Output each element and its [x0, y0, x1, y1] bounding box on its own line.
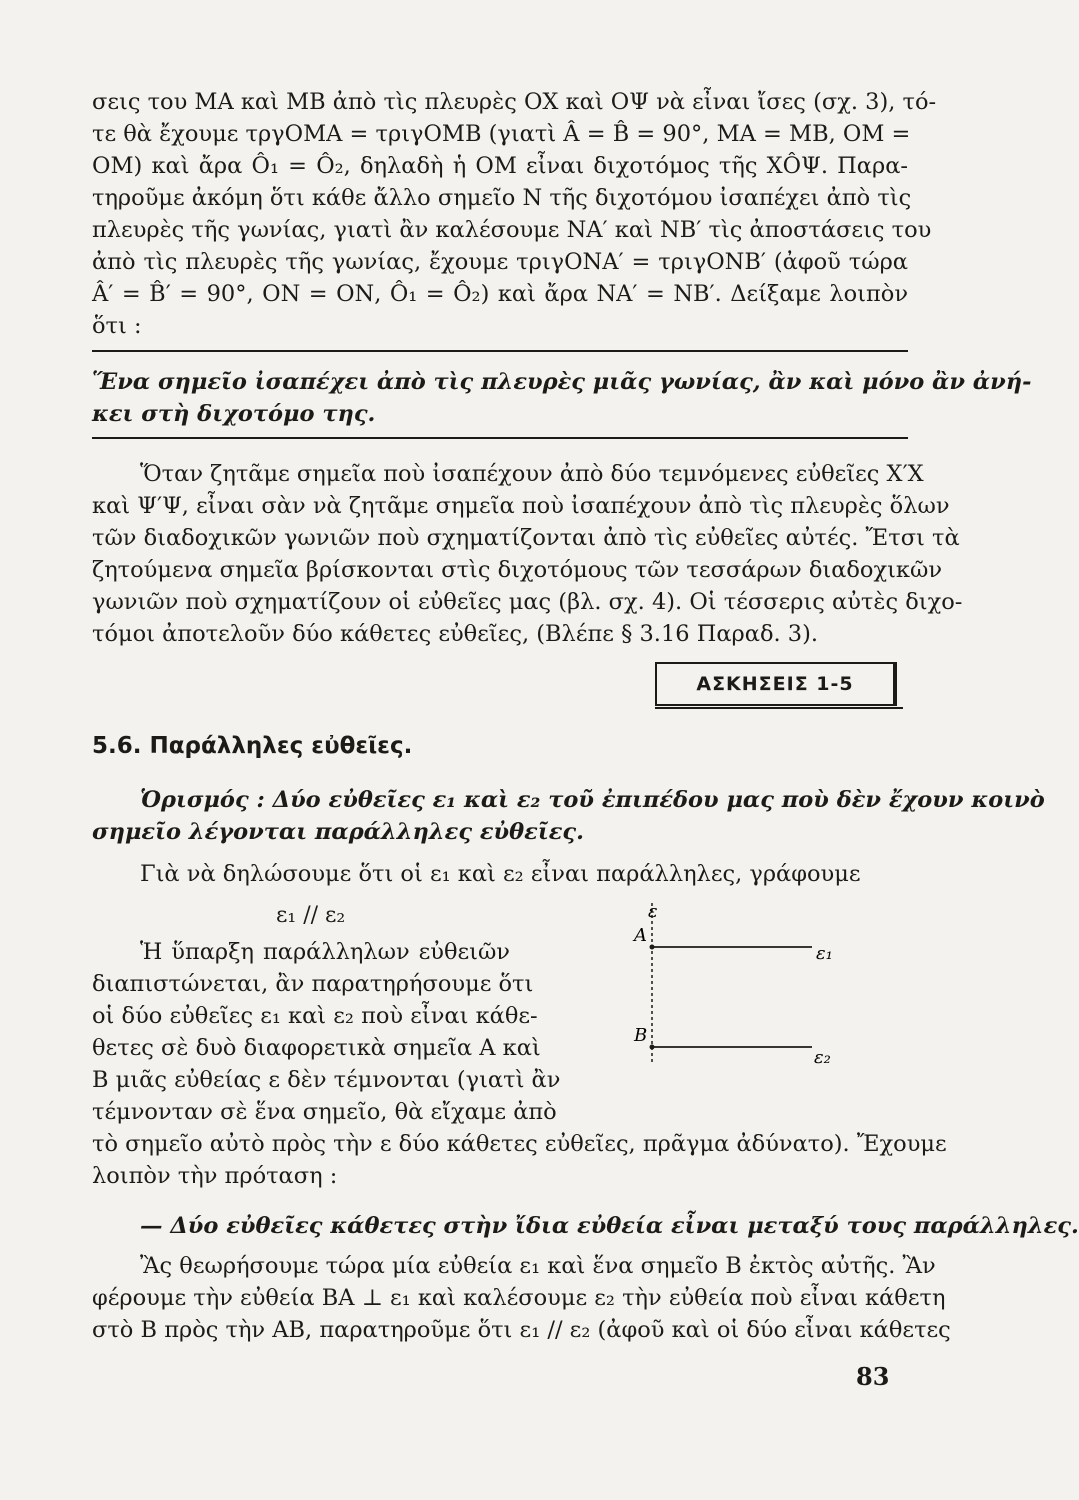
exercises-box: ΑΣΚΗΣΕΙΣ 1-5: [655, 662, 897, 706]
text-line: ἀπὸ τὶς πλευρὲς τῆς γωνίας, ἔχουμε τριγΟΝΑ′ = τριγΟΝΒ′ (ἀφοῦ τώρα: [92, 249, 908, 275]
definition-line: σημεῖο λέγονται παράλληλες εὐθεῖες.: [92, 819, 584, 845]
text-line: καὶ Ψ′Ψ, εἶναι σὰν νὰ ζητᾶμε σημεῖα ποὺ ἰσαπέχουν ἀπὸ τὶς πλευρὲς ὅλων: [92, 493, 950, 519]
text-line: γωνιῶν ποὺ σχηματίζουν οἱ εὐθεῖες μας (βλ. σχ. 4). Οἱ τέσσερις αὐτὲς διχο-: [92, 589, 963, 615]
parallel-lines-figure: [600, 895, 860, 1070]
theorem-line: Ἕνα σημεῖο ἰσαπέχει ἀπὸ τὶς πλευρὲς μιᾶς γωνίας, ἂν καὶ μόνο ἂν ἀνή-: [92, 369, 1032, 395]
text-line: ὅτι :: [92, 313, 142, 339]
theorem-line: κει στὴ διχοτόμο της.: [92, 401, 376, 427]
text-line: Ἡ ὕπαρξη παράλληλων εὐθειῶν: [140, 939, 510, 965]
text-line: ΟΜ) καὶ ἄρα Ô₁ = Ô₂, δηλαδὴ ἡ ΟΜ εἶναι διχοτόμος τῆς ΧÔΨ. Παρα-: [92, 153, 908, 179]
point-a: [650, 945, 655, 950]
text-line: διαπιστώνεται, ἂν παρατηρήσουμε ὅτι: [92, 971, 534, 997]
point-b: [650, 1045, 655, 1050]
label-b: B: [634, 1025, 648, 1046]
label-a: A: [634, 925, 647, 946]
label-e: ε: [648, 901, 658, 922]
notation-line: Γιὰ νὰ δηλώσουμε ὅτι οἱ ε₁ καὶ ε₂ εἶναι παράλληλες, γράφουμε: [140, 861, 861, 887]
text-line: σεις του ΜΑ καὶ ΜΒ ἀπὸ τὶς πλευρὲς ΟΧ καὶ ΟΨ νὰ εἶναι ἴσες (σχ. 3), τό-: [92, 89, 937, 115]
parallel-formula: ε₁ // ε₂: [276, 903, 346, 928]
text-line: τῶν διαδοχικῶν γωνιῶν ποὺ σχηματίζονται ἀπὸ τὶς εὐθεῖες αὐτές. Ἔτσι τὰ: [92, 525, 960, 551]
text-line: Β μιᾶς εὐθείας ε δὲν τέμνονται (γιατὶ ἂν: [92, 1067, 561, 1093]
text-line: τόμοι ἀποτελοῦν δύο κάθετες εὐθεῖες, (Βλέπε § 3.16 Παραδ. 3).: [92, 621, 819, 647]
text-line: πλευρὲς τῆς γωνίας, γιατὶ ἂν καλέσουμε ΝΑ′ καὶ ΝΒ′ τὶς ἀποστάσεις του: [92, 217, 932, 243]
text-line: τέμνονταν σὲ ἕνα σημεῖο, θὰ εἴχαμε ἀπὸ: [92, 1099, 557, 1125]
text-line: Â′ = B̂′ = 90°, ΟΝ = ΟΝ, Ô₁ = Ô₂) καὶ ἄρα ΝΑ′ = ΝΒ′. Δείξαμε λοιπὸν: [92, 281, 908, 307]
label-e1: ε₁: [816, 943, 833, 964]
text-line: θετες σὲ δυὸ διαφορετικὰ σημεῖα Α καὶ: [92, 1035, 541, 1061]
text-line: φέρουμε τὴν εὐθεία ΒΑ ⊥ ε₁ καὶ καλέσουμε ε₂ τὴν εὐθεία ποὺ εἶναι κάθετη: [92, 1285, 946, 1311]
text-line: λοιπὸν τὴν πρόταση :: [92, 1163, 338, 1189]
theorem-rule-bottom: [92, 437, 908, 439]
text-line: στὸ Β πρὸς τὴν ΑΒ, παρατηροῦμε ὅτι ε₁ // ε₂ (ἀφοῦ καὶ οἱ δύο εἶναι κάθετες: [92, 1317, 951, 1343]
text-line: Ἂς θεωρήσουμε τώρα μία εὐθεία ε₁ καὶ ἕνα σημεῖο Β ἐκτὸς αὐτῆς. Ἂν: [140, 1253, 936, 1279]
text-line: Ὅταν ζητᾶμε σημεῖα ποὺ ἰσαπέχουν ἀπὸ δύο τεμνόμενες εὐθεῖες Χ′Χ: [140, 461, 924, 487]
text-line: ζητούμενα σημεῖα βρίσκονται στὶς διχοτόμους τῶν τεσσάρων διαδοχικῶν: [92, 557, 943, 583]
exercises-underline: [655, 707, 903, 709]
label-e2: ε₂: [814, 1047, 831, 1068]
proposition-line: — Δύο εὐθεῖες κάθετες στὴν ἴδια εὐθεία εἶναι μεταξύ τους παράλληλες.: [140, 1213, 1079, 1239]
text-line: τηροῦμε ἀκόμη ὅτι κάθε ἄλλο σημεῖο Ν τῆς διχοτόμου ἰσαπέχει ἀπὸ τὶς: [92, 185, 912, 211]
text-line: τὸ σημεῖο αὐτὸ πρὸς τὴν ε δύο κάθετες εὐθεῖες, πρᾶγμα ἀδύνατο). Ἔχουμε: [92, 1131, 947, 1157]
section-heading: 5.6. Παράλληλες εὐθεῖες.: [92, 733, 413, 759]
definition-line: Ὁρισμός : Δύο εὐθεῖες ε₁ καὶ ε₂ τοῦ ἐπιπέδου μας ποὺ δὲν ἔχουν κοινὸ: [140, 787, 1045, 813]
theorem-rule-top: [92, 350, 908, 352]
page-number: 83: [856, 1362, 890, 1391]
text-line: οἱ δύο εὐθεῖες ε₁ καὶ ε₂ ποὺ εἶναι κάθε-: [92, 1003, 538, 1029]
text-line: τε θὰ ἔχουμε τργΟΜΑ = τριγΟΜΒ (γιατὶ Â = B̂ = 90°, ΜΑ = ΜΒ, ΟΜ =: [92, 121, 911, 147]
